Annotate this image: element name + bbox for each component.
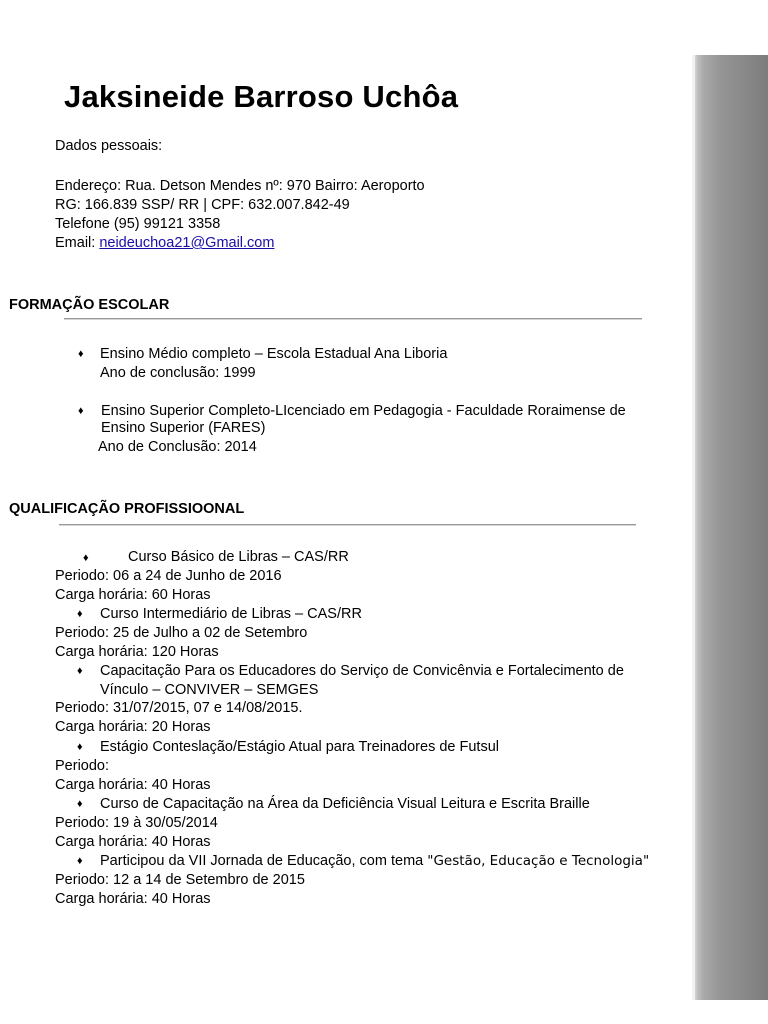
- bullet-icon: ♦: [77, 608, 83, 620]
- email-link[interactable]: neideuchoa21@Gmail.com: [99, 235, 275, 251]
- course-title: Capacitação Para os Educadores do Serviço de Convicênvia e Fortalecimento de: [100, 663, 624, 679]
- course-title: Curso Intermediário de Libras – CAS/RR: [100, 606, 362, 622]
- bullet-icon: ♦: [77, 855, 83, 867]
- education-item-title: Ensino Superior Completo-LIcenciado em Pedagogia - Faculdade Roraimense de: [101, 403, 626, 419]
- course-period: Periodo:: [55, 758, 110, 774]
- course-title-cont: Vínculo – CONVIVER – SEMGES: [100, 682, 319, 698]
- phone-line: Telefone (95) 99121 3358: [55, 216, 221, 232]
- course-hours: Carga horária: 40 Horas: [55, 891, 211, 907]
- course-period: Periodo: 19 à 30/05/2014: [55, 815, 218, 831]
- course-hours: Carga horária: 60 Horas: [55, 587, 211, 603]
- bullet-icon: ♦: [83, 552, 89, 564]
- education-item-title: Ensino Médio completo – Escola Estadual Ana Liboria: [100, 346, 448, 362]
- course-hours: Carga horária: 120 Horas: [55, 644, 219, 660]
- course-period: Periodo: 06 a 24 de Junho de 2016: [55, 568, 282, 584]
- course-hours: Carga horária: 40 Horas: [55, 777, 211, 793]
- bullet-icon: ♦: [78, 405, 84, 417]
- education-item-year: Ano de conclusão: 1999: [100, 365, 256, 381]
- education-heading: FORMAÇÃO ESCOLAR: [9, 297, 170, 313]
- course-title: [100, 852, 649, 871]
- bullet-icon: ♦: [77, 798, 83, 810]
- course-title: Curso de Capacitação na Área da Deficiência Visual Leitura e Escrita Braille: [100, 796, 590, 812]
- course-hours: Carga horária: 40 Horas: [55, 834, 211, 850]
- course-theme: "Gestão, Educação e Tecnologia": [427, 853, 650, 869]
- qualification-divider: [59, 524, 636, 526]
- email-line: [55, 234, 274, 253]
- email-label: Email:: [55, 235, 100, 251]
- course-period: Periodo: 25 de Julho a 02 de Setembro: [55, 625, 308, 641]
- candidate-name: Jaksineide Barroso Uchôa: [64, 79, 459, 114]
- decorative-sidebar-bar: [692, 55, 768, 1000]
- education-item-year: Ano de Conclusão: 2014: [98, 439, 257, 455]
- qualification-heading: QUALIFICAÇÃO PROFISSIOONAL: [9, 501, 245, 517]
- course-title: Curso Básico de Libras – CAS/RR: [128, 549, 349, 565]
- course-title-text: Participou da VII Jornada de Educação, com tema: [100, 853, 428, 869]
- personal-data-label: Dados pessoais:: [55, 138, 163, 154]
- course-period: Periodo: 12 a 14 de Setembro de 2015: [55, 872, 305, 888]
- education-divider: [64, 318, 642, 320]
- bullet-icon: ♦: [78, 348, 84, 360]
- course-period: Periodo: 31/07/2015, 07 e 14/08/2015.: [55, 700, 303, 716]
- course-title: Estágio Conteslação/Estágio Atual para Treinadores de Futsul: [100, 739, 499, 755]
- address-line: Endereço: Rua. Detson Mendes nº: 970 Bairro: Aeroporto: [55, 178, 425, 194]
- bullet-icon: ♦: [77, 741, 83, 753]
- education-item-title-cont: Ensino Superior (FARES): [101, 420, 266, 436]
- bullet-icon: ♦: [77, 665, 83, 677]
- rg-cpf-line: RG: 166.839 SSP/ RR | CPF: 632.007.842-49: [55, 197, 350, 213]
- course-hours: Carga horária: 20 Horas: [55, 719, 211, 735]
